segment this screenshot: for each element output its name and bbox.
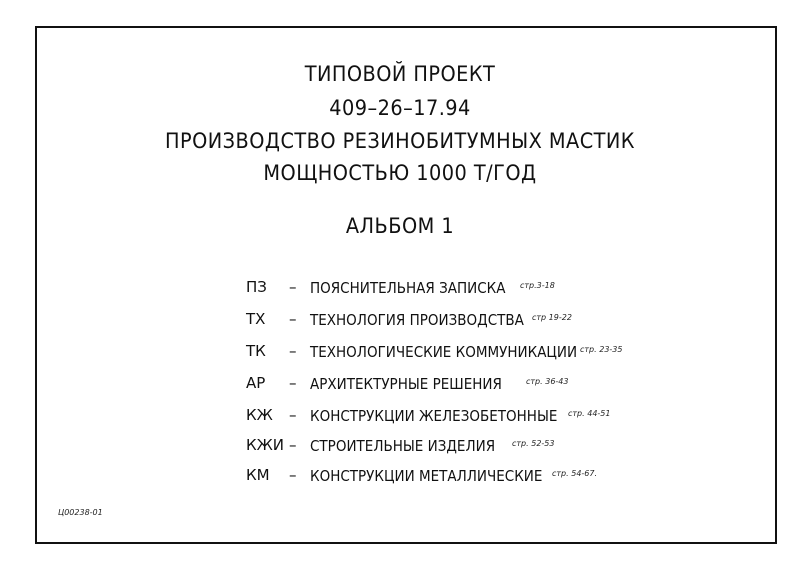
section-name: КОНСТРУКЦИИ МЕТАЛЛИЧЕСКИЕ [310, 467, 543, 485]
section-dash: – [289, 466, 297, 484]
section-code: ТХ [246, 310, 266, 328]
album-title: АЛЬБОМ 1 [345, 214, 455, 238]
title-project-name: ПРОИЗВОДСТВО РЕЗИНОБИТУМНЫХ МАСТИК [164, 129, 635, 153]
section-name: ТЕХНОЛОГИЯ ПРОИЗВОДСТВА [310, 311, 524, 329]
section-code: КЖИ [246, 436, 285, 454]
section-code: ПЗ [246, 278, 267, 296]
section-pages: стр.3-18 [520, 281, 555, 290]
section-code: АР [246, 374, 266, 392]
section-name: ПОЯСНИТЕЛЬНАЯ ЗАПИСКА [310, 279, 506, 297]
section-pages: стр. 52-53 [512, 439, 555, 448]
section-name: АРХИТЕКТУРНЫЕ РЕШЕНИЯ [310, 375, 502, 393]
section-pages: стр. 44-51 [568, 409, 611, 418]
section-code: КМ [246, 466, 270, 484]
section-dash: – [289, 278, 297, 296]
section-dash: – [289, 436, 297, 454]
section-dash: – [289, 406, 297, 424]
title-standard-project: ТИПОВОЙ ПРОЕКТ [304, 62, 496, 86]
archive-stamp: Ц00238-01 [58, 508, 103, 517]
section-dash: – [289, 342, 297, 360]
section-pages: стр. 36-43 [526, 377, 569, 386]
title-project-number: 409–26–17.94 [329, 96, 471, 120]
section-name: СТРОИТЕЛЬНЫЕ ИЗДЕЛИЯ [310, 437, 496, 455]
section-name: КОНСТРУКЦИИ ЖЕЛЕЗОБЕТОННЫЕ [310, 407, 558, 425]
section-code: КЖ [246, 406, 273, 424]
section-pages: стр. 54-67. [552, 469, 598, 478]
section-code: ТК [246, 342, 266, 360]
section-dash: – [289, 310, 297, 328]
title-capacity: МОЩНОСТЬЮ 1000 Т/ГОД [263, 161, 537, 185]
section-pages: стр. 23-35 [580, 345, 623, 354]
section-pages: стр 19-22 [532, 313, 572, 322]
section-dash: – [289, 374, 297, 392]
section-name: ТЕХНОЛОГИЧЕСКИЕ КОММУНИКАЦИИ [310, 343, 578, 361]
